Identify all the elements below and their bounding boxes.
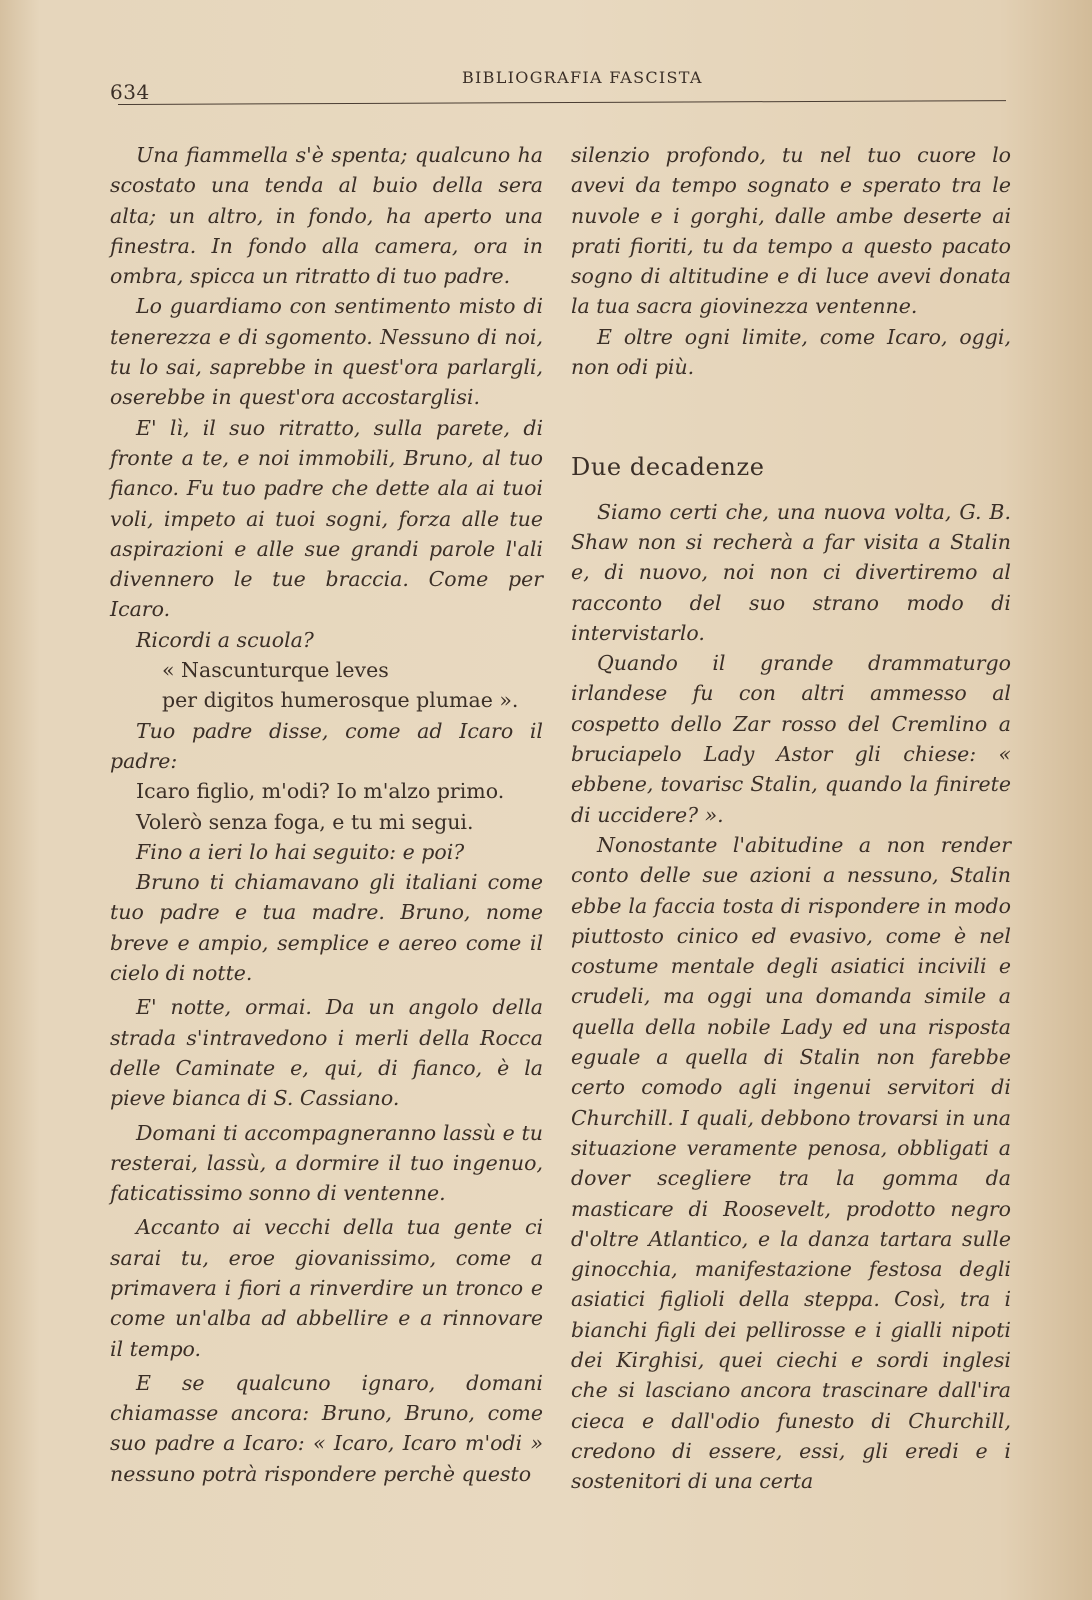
latin-verse-line: per digitos humerosque plumae ». [162,688,519,713]
paragraph: E' lì, il suo ritratto, sulla parete, di fronte a te, e noi immobili, Bruno, al tuo fianco. Fu tuo padre che dette ala ai tuoi voli, impeto ai tuoi sogni, forza alle tue aspirazioni e alle sue grandi parole l'ali divennero le tue braccia. Come per Icaro. [110,415,543,622]
paragraph: E oltre ogni limite, come Icaro, oggi, non odi più. [571,324,1011,380]
paragraph: silenzio profondo, tu nel tuo cuore lo avevi da tempo sognato e sperato tra le nuvole e i gorghi, dalle ambe deserte ai prati fioriti, tu da tempo a questo pacato sogno di altitudine e di luce avevi donata la tua sacra giovinezza ventenne. [571,143,1011,319]
paragraph: Domani ti accompagneranno lassù e tu resterai, lassù, a dormire il tuo ingenuo, faticatissimo sonno di ventenne. [110,1120,543,1206]
paragraph: Quando il grande drammaturgo irlandese fu con altri ammesso al cospetto dello Zar rosso del Cremlino a bruciapelo Lady Astor gli chiese: « ebbene, tovarisc Stalin, quando la finirete di uccidere? ». [571,651,1011,827]
page-number: 634 [110,80,150,104]
latin-verse-line: « Nascunturque leves [162,658,389,683]
right-column [571,140,1011,1496]
section-title: Due decadenze [571,453,765,482]
paragraph: E se qualcuno ignaro, domani chiamasse ancora: Bruno, Bruno, come suo padre a Icaro: « Icaro, Icaro m'odi » nessuno potrà rispondere perchè questo [110,1370,543,1486]
verse-line: Icaro figlio, m'odi? Io m'alzo primo. [136,779,505,804]
paragraph: Bruno ti chiamavano gli italiani come tuo padre e tua madre. Bruno, nome breve e ampio, semplice e aereo come il cielo di notte. [110,870,543,986]
paragraph: Ricordi a scuola? [136,627,314,652]
paragraph: Accanto ai vecchi della tua gente ci sarai tu, eroe giovanissimo, come a primavera i fiori a rinverdire un tronco e come un'alba ad abbellire e a rinnovare il tempo. [110,1215,543,1361]
paragraph: Nonostante l'abitudine a non render conto delle sue azioni a nessuno, Stalin ebbe la faccia tosta di rispondere in modo piuttosto cinico ed evasivo, come è nel costume mentale degli asiatici incivili e crudeli, ma oggi una domanda simile a quella della nobile Lady ed una risposta eguale a quella di Stalin non farebbe certo comodo agli ingenui servitori di Churchill. I quali, debbono trovarsi in una situazione veramente penosa, obbligati a dover scegliere tra la gomma da masticare di Roosevelt, prodotto negro d'oltre Atlantico, e la danza tartara sulle ginocchia, manifestazione festosa degli asiatici figlioli della steppa. Così, tra i bianchi figli dei pellirosse e i gialli nipoti dei Kirghisi, quei ciechi e sordi inglesi che si lasciano ancora trascinare dall'ira cieca e dall'odio funesto di Churchill, credono di essere, essi, gli eredi e i sostenitori di una certa [571,832,1011,1494]
left-column [110,140,543,1489]
paragraph: Lo guardiamo con sentimento misto di tenerezza e di sgomento. Nessuno di noi, tu lo sai, saprebbe in quest'ora parlargli, oserebbe in quest'ora accostarglisi. [110,294,543,410]
running-title: BIBLIOGRAFIA FASCISTA [462,68,703,87]
paragraph: Una fiammella s'è spenta; qualcuno ha scostato una tenda al buio della sera alta; un altro, in fondo, ha aperto una finestra. In fondo alla camera, ora in ombra, spicca un ritratto di tuo padre. [110,143,543,289]
paragraph: Fino a ieri lo hai seguito: e poi? [136,839,465,864]
header-rule [118,100,1006,105]
paragraph: Siamo certi che, una nuova volta, G. B. Shaw non si recherà a far visita a Stalin e, di nuovo, noi non ci divertiremo al racconto del suo strano modo di intervistarlo. [571,499,1011,645]
verse-line: Volerò senza foga, e tu mi segui. [136,809,474,834]
paragraph: Tuo padre disse, come ad Icaro il padre: [110,718,543,773]
paragraph: E' notte, ormai. Da un angolo della strada s'intravedono i merli della Rocca delle Caminate e, qui, di fianco, è la pieve bianca di S. Cassiano. [110,995,543,1111]
